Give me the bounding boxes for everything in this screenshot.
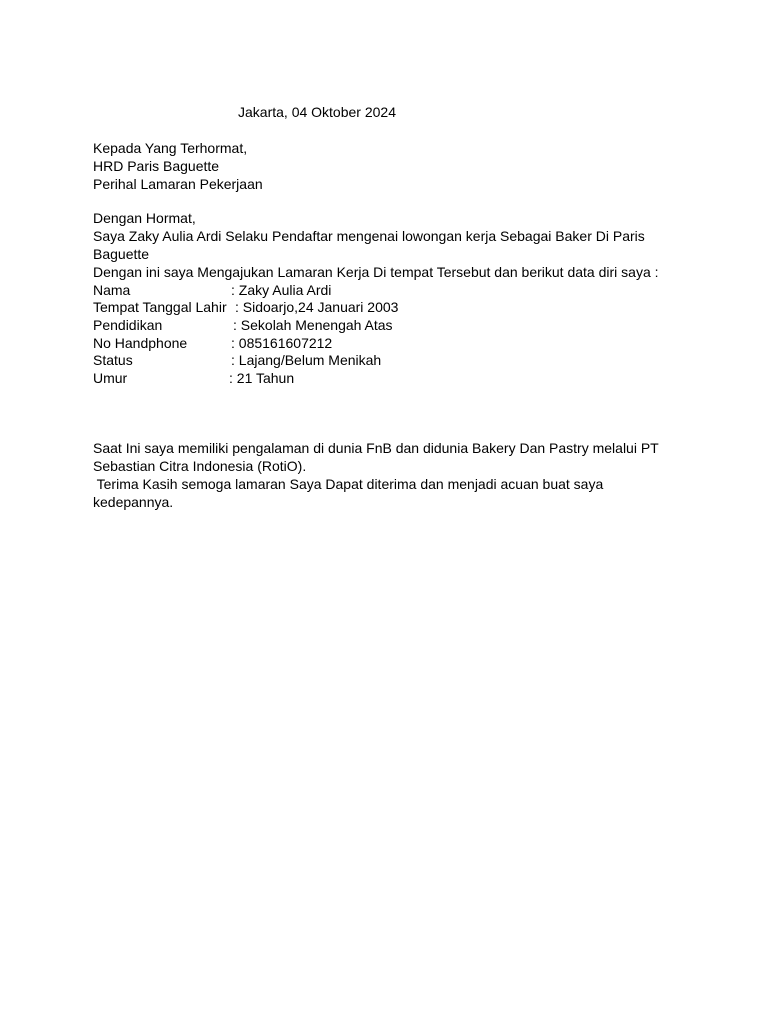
closing-text: Terima Kasih semoga lamaran Saya Dapat diterima dan menjadi acuan buat saya: [93, 476, 604, 492]
intro-text: Baguette: [93, 246, 150, 262]
field-label-status: Status: [93, 352, 133, 368]
field-value-ttl: : Sidoarjo,24 Januari 2003: [235, 299, 399, 315]
field-value-umur: : 21 Tahun: [229, 370, 295, 386]
closing-text: kedepannya.: [93, 494, 174, 510]
letter-greeting: Dengan Hormat,: [93, 210, 196, 226]
field-value-status: : Lajang/Belum Menikah: [231, 352, 382, 368]
field-label-umur: Umur: [93, 370, 128, 386]
letter-subject: Perihal Lamaran Pekerjaan: [93, 176, 263, 192]
letter-date: Jakarta, 04 Oktober 2024: [238, 104, 396, 120]
intro-text: Saya Zaky Aulia Ardi Selaku Pendaftar mengenai lowongan kerja Sebagai Baker Di Paris: [93, 228, 645, 244]
field-value-handphone: : 085161607212: [231, 335, 333, 351]
experience-text: Sebastian Citra Indonesia (RotiO).: [93, 458, 307, 474]
recipient-name: HRD Paris Baguette: [93, 158, 220, 174]
field-label-nama: Nama: [93, 282, 131, 298]
field-value-pendidikan: : Sekolah Menengah Atas: [233, 317, 393, 333]
field-label-pendidikan: Pendidikan: [93, 317, 163, 333]
recipient-salutation: Kepada Yang Terhormat,: [93, 140, 248, 156]
experience-text: Saat Ini saya memiliki pengalaman di dunia FnB dan didunia Bakery Dan Pastry melalui PT: [93, 440, 659, 456]
intro-text: Dengan ini saya Mengajukan Lamaran Kerja Di tempat Tersebut dan berikut data diri saya :: [93, 264, 659, 280]
field-value-nama: : Zaky Aulia Ardi: [231, 282, 332, 298]
field-label-ttl: Tempat Tanggal Lahir: [93, 299, 227, 315]
field-label-handphone: No Handphone: [93, 335, 188, 351]
